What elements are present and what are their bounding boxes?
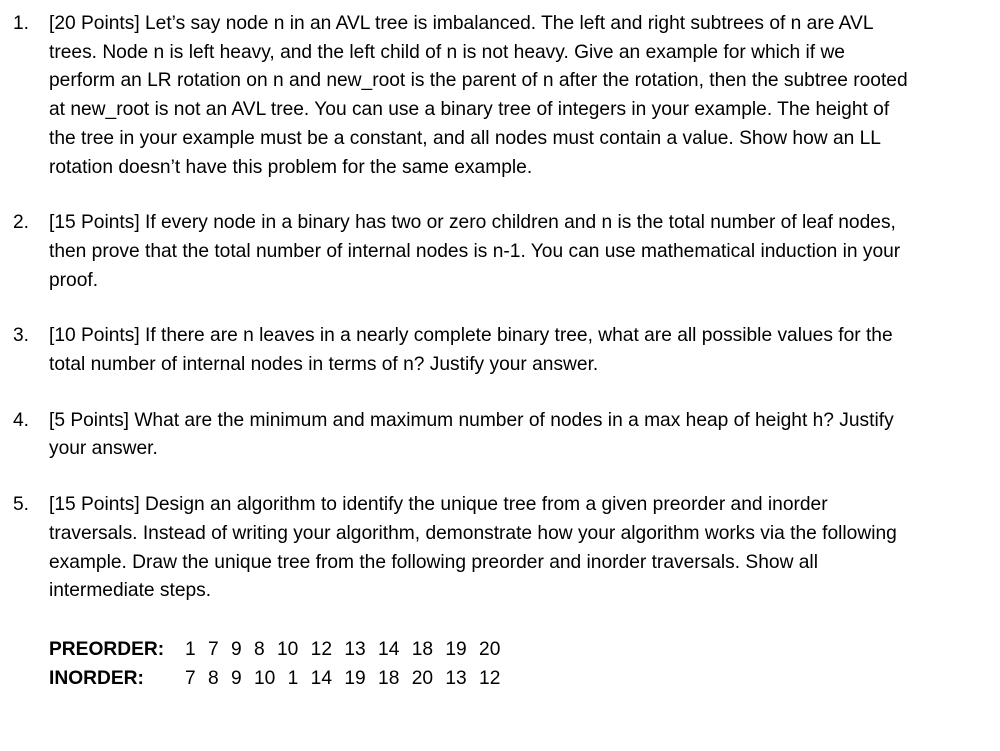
- question-number: 2.: [13, 212, 30, 234]
- question-4: [0, 407, 909, 464]
- question-2: [0, 209, 909, 295]
- question-number: 3.: [13, 325, 30, 347]
- assignment-document: [0, 10, 1000, 693]
- question-number: 1.: [13, 13, 30, 34]
- question-text: [10 Points] If there are n leaves in a nearly complete binary tree, what are all possible values for the total number of internal nodes in terms of n? Justify your answer.: [49, 325, 893, 376]
- inorder-label: INORDER:: [49, 667, 144, 689]
- traversal-block: [0, 636, 1000, 693]
- question-5: [0, 491, 909, 606]
- preorder-values: 1 7 9 8 10 12 13 14 18 19 20: [185, 638, 501, 660]
- question-text: [5 Points] What are the minimum and maximum number of nodes in a max heap of height h? Justify your answer.: [49, 409, 894, 460]
- question-text: [15 Points] Design an algorithm to identify the unique tree from a given preorder and inorder traversals. Instead of writing your algorithm, demonstrate how your algorithm works via the following example. Draw the unique tree from the following preorder and inorder traversals. Show all intermediate steps.: [49, 494, 897, 602]
- question-3: [0, 322, 909, 379]
- preorder-row: [49, 636, 1000, 665]
- question-1: [0, 10, 909, 182]
- preorder-label: PREORDER:: [49, 638, 165, 660]
- question-text: [20 Points] Let’s say node n in an AVL tree is imbalanced. The left and right subtrees of n are AVL trees. Node n is left heavy, and the left child of n is not heavy. Give an example for which if we perform an LR rotation on n and new_root is the parent of n after the rotation, then the subtree rooted at new_root is not an AVL tree. You can use a binary tree of integers in your example. The height of the tree in your example must be a constant, and all nodes must contain a value. Show how an LL rotation doesn’t have this problem for the same example.: [49, 13, 908, 178]
- inorder-values: 7 8 9 10 1 14 19 18 20 13 12: [185, 667, 501, 689]
- question-number: 4.: [13, 409, 30, 431]
- inorder-row: [49, 665, 1000, 694]
- question-text: [15 Points] If every node in a binary has two or zero children and n is the total number of leaf nodes, then prove that the total number of internal nodes is n-1. You can use mathematical induction in your proof.: [49, 212, 901, 291]
- question-number: 5.: [13, 494, 30, 516]
